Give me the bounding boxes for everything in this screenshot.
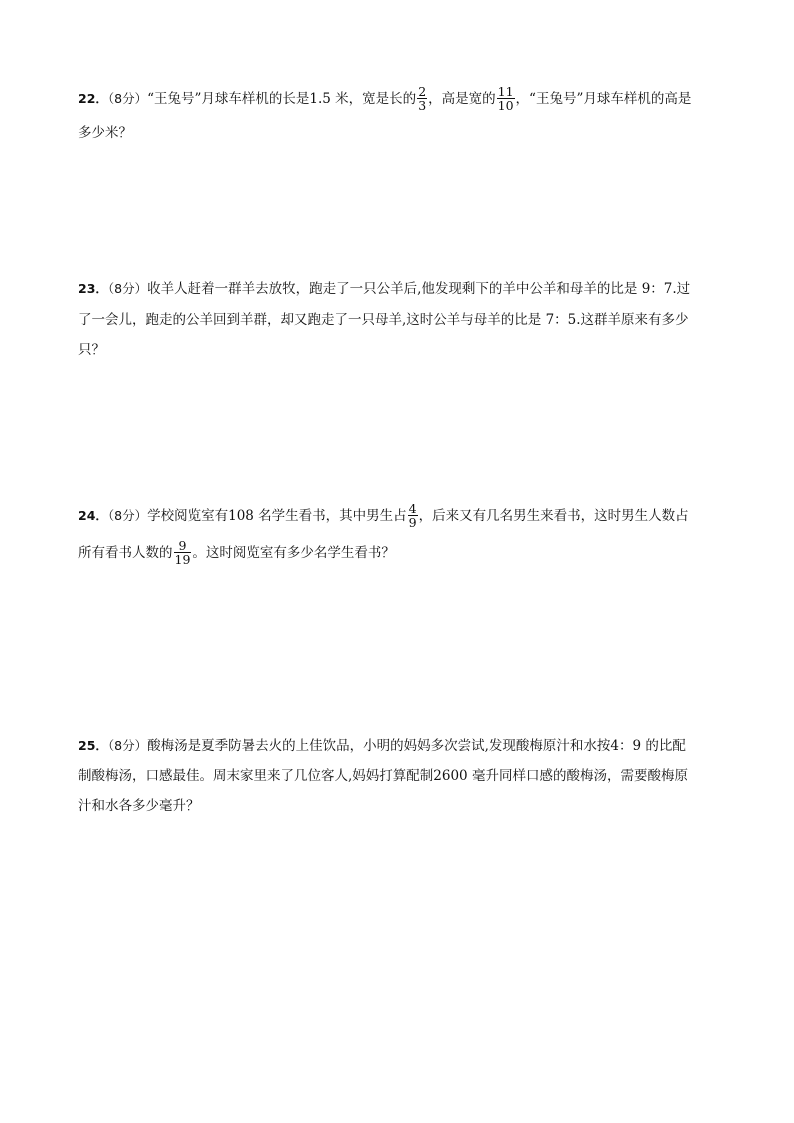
question-22 xyxy=(78,86,750,143)
question-score: （8分） xyxy=(107,91,148,106)
fraction-numerator: 11 xyxy=(497,84,514,99)
question-text-line: 汁和水各多少毫升？ xyxy=(78,798,200,814)
question-text: ，后来又有几名男生来看书，这时男生人数占 xyxy=(418,508,689,524)
question-text: ，“王兔号”月球车样机的高是 xyxy=(515,91,692,107)
fraction-numerator: 4 xyxy=(408,501,417,516)
question-text-line xyxy=(78,279,750,299)
fraction-numerator: 2 xyxy=(418,84,427,99)
question-text: ，高是宽的 xyxy=(428,91,496,107)
question-text: 所有看书人数的 xyxy=(78,545,173,561)
question-text: 学校阅览室有108 名学生看书，其中男生占 xyxy=(147,508,407,524)
question-text: 酸梅汤是夏季防暑去火的上佳饮品，小明的妈妈多次尝试,发现酸梅原汁和水按4：9 的比配 xyxy=(147,738,686,754)
fraction xyxy=(497,85,515,112)
fraction xyxy=(174,539,192,566)
question-score: （8分） xyxy=(107,508,148,523)
question-24 xyxy=(78,501,750,567)
fraction-denominator: 3 xyxy=(418,98,427,113)
question-text: “王兔号”月球车样机的长是1.5 米，宽是长的 xyxy=(147,91,417,107)
question-text-line: 了一会儿，跑走的公羊回到羊群，却又跑走了一只母羊,这时公羊与母羊的比是 7：5.这群羊原来有多少 xyxy=(78,312,689,328)
fraction xyxy=(417,85,427,112)
question-text-line: 只？ xyxy=(78,342,105,358)
fraction xyxy=(408,502,418,529)
question-number: 23． xyxy=(78,281,108,296)
question-number: 22． xyxy=(78,91,108,106)
question-text-line: 多少米？ xyxy=(78,125,132,141)
question-score: （8分） xyxy=(107,281,148,296)
question-text-line xyxy=(78,538,750,567)
question-text: 。这时阅览室有多少名学生看书？ xyxy=(192,545,395,561)
fraction-denominator: 9 xyxy=(408,515,417,530)
question-number: 24． xyxy=(78,508,108,523)
question-text-line xyxy=(78,501,750,530)
fraction-denominator: 19 xyxy=(174,552,191,567)
question-23 xyxy=(78,279,750,360)
fraction-numerator: 9 xyxy=(178,538,187,553)
question-text: 收羊人赶着一群羊去放牧，跑走了一只公羊后,他发现剩下的羊中公羊和母羊的比是 9：7.过 xyxy=(147,281,691,297)
question-text-line xyxy=(78,84,750,113)
question-number: 25． xyxy=(78,738,108,753)
question-text-line xyxy=(78,736,750,756)
fraction-denominator: 10 xyxy=(497,98,514,113)
question-25 xyxy=(78,736,750,816)
question-text-line: 制酸梅汤，口感最佳。周末家里来了几位客人,妈妈打算配制2600 毫升同样口感的酸梅汤，需要酸梅原 xyxy=(78,768,688,784)
question-score: （8分） xyxy=(107,738,148,753)
